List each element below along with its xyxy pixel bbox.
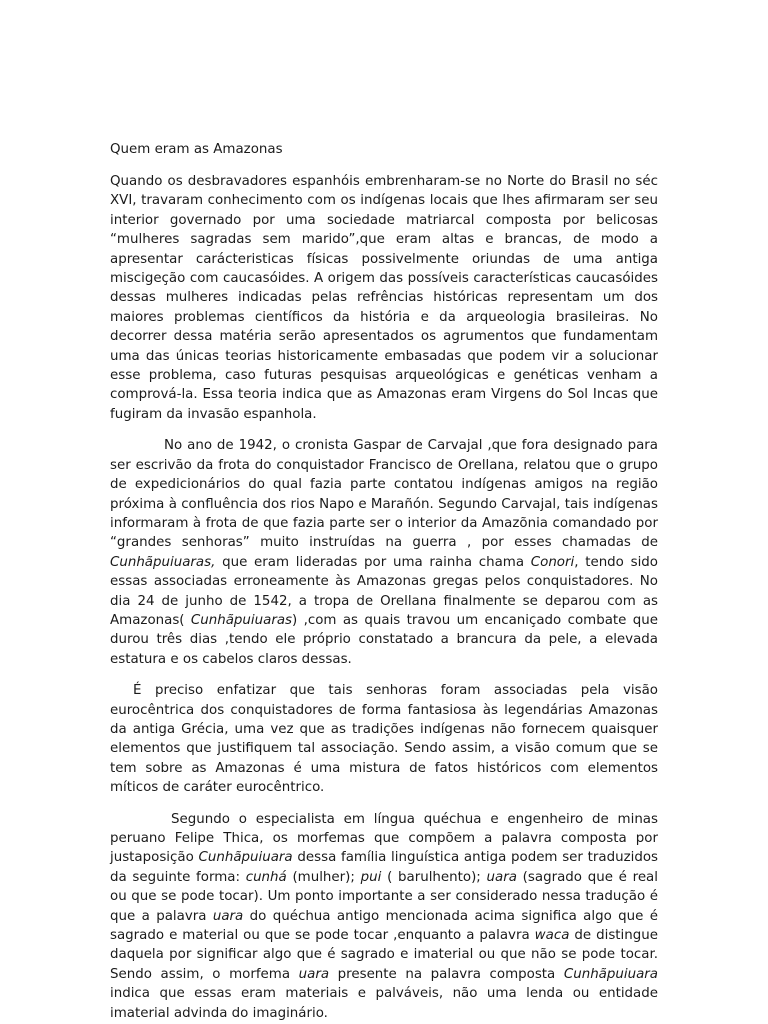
paragraph-4-text: indica que essas eram materiais e palváveis, não uma lenda ou entidade imaterial advinda do imaginário. xyxy=(110,986,658,1021)
paragraph-3: É preciso enfatizar que tais senhoras foram associadas pela visão eurocêntrica dos conquistadores de forma fantasiosa às legendárias Amazonas da antiga Grécia, uma vez que as tradições indígenas não fornecem quaisquer elementos que justifiquem tal associação. Sendo assim, a visão comum que se tem sobre as Amazonas é uma mistura de fatos históricos com elementos míticos de caráter eurocêntrico. xyxy=(110,683,658,796)
paragraph-4-text: presente na palavra composta xyxy=(329,966,564,982)
italic-term: Cunhãpuiuaras xyxy=(190,612,293,628)
italic-term: Conori xyxy=(530,554,575,570)
paragraph-4-text: (sagrado que é real ou que se pode tocar). Um ponto importante a ser considerado nessa tradução é que a palavra xyxy=(110,869,658,924)
paragraph-2 xyxy=(110,436,658,669)
paragraph-1: Quando os desbravadores espanhóis embrenharam-se no Norte do Brasil no séc XVI, travaram conhecimento com os indígenas locais que lhes afirmaram ser seu interior governado por uma sociedade matriarcal composta por belicosas “mulheres sagradas sem marido”,que eram altas e brancas, de modo a apresentar carácteristicas físicas possivelmente oriundas de uma antiga miscigeção com caucasóides. A origem das possíveis características caucasóides dessas mulheres indicadas pelas refrências históricas representam um dos maiores problemas científicos da história e da arqueologia brasileiras. No decorrer dessa matéria serão apresentados os agrumentos que fundamentam uma das únicas teorias historicamente embasadas que podem vir a solucionar esse problema, caso futuras pesquisas arqueológicas e genéticas venham a comprová-la. Essa teoria indica que as Amazonas eram Virgens do Sol Incas que fugiram da invasão espanhola. xyxy=(110,174,658,422)
paragraph-2-text: No ano de 1942, o cronista Gaspar de Carvajal ,que fora designado para ser escrivão da frota do conquistador Francisco de Orellana, relatou que o grupo de expedicionários do qual fazia parte contatou indígenas amigos na região próxima à confluência dos rios Napo e Marañón. Segundo Carvajal, tais indígenas informaram à frota de que fazia parte ser o interior da Amazõnia comandado por “grandes senhoras” muito instruídas na guerra , por esses chamadas de xyxy=(110,438,658,551)
italic-term: uara xyxy=(212,908,244,924)
paragraph-2-text: , tendo sido essas associadas erroneamente às Amazonas gregas pelos conquistadores. No dia 24 de junho de 1542, a tropa de Orellana finalmente se deparou com as Amazonas( xyxy=(110,554,658,628)
italic-term: uara xyxy=(486,869,517,885)
paragraph-4-text: dessa família linguística antiga podem ser traduzidos da seguinte forma: xyxy=(110,850,658,885)
italic-term: waca xyxy=(534,928,570,944)
paragraph-4-text: (mulher); xyxy=(286,869,361,885)
italic-term: uara xyxy=(298,966,330,982)
paragraph-4-text: de distingue daquela por significar algo que é sagrado e imaterial ou que não se pode tocar. Sendo assim, o morfema xyxy=(110,928,658,982)
paragraph-4-text: ( barulhento); xyxy=(381,869,487,885)
italic-term: Cunhãpuiuara xyxy=(563,966,659,982)
paragraph-4-text: Segundo o especialista em língua quéchua e engenheiro de minas peruano Felipe Thica, os morfemas que compõem a palavra composta por justaposição xyxy=(110,811,658,866)
paragraph-2-text: que eram lideradas por uma rainha chama xyxy=(215,554,531,570)
document-title: Quem eram as Amazonas xyxy=(110,142,283,157)
paragraph-4 xyxy=(110,810,658,1023)
italic-term: pui xyxy=(360,869,382,885)
italic-term: Cunhãpuiuara xyxy=(198,850,293,866)
italic-term: cunhá xyxy=(245,869,287,885)
paragraph-2-text: ) ,com as quais travou um encaniçado combate que durou três dias ,tendo ele próprio constatado a brancura da pele, a elevada estatura e os cabelos claros dessas. xyxy=(110,612,658,667)
paragraph-4-text: do quéchua antigo mencionada acima significa algo que é sagrado e material ou que se pode tocar ,enquanto a palavra xyxy=(110,908,659,944)
italic-term: Cunhãpuiuaras, xyxy=(110,554,216,570)
